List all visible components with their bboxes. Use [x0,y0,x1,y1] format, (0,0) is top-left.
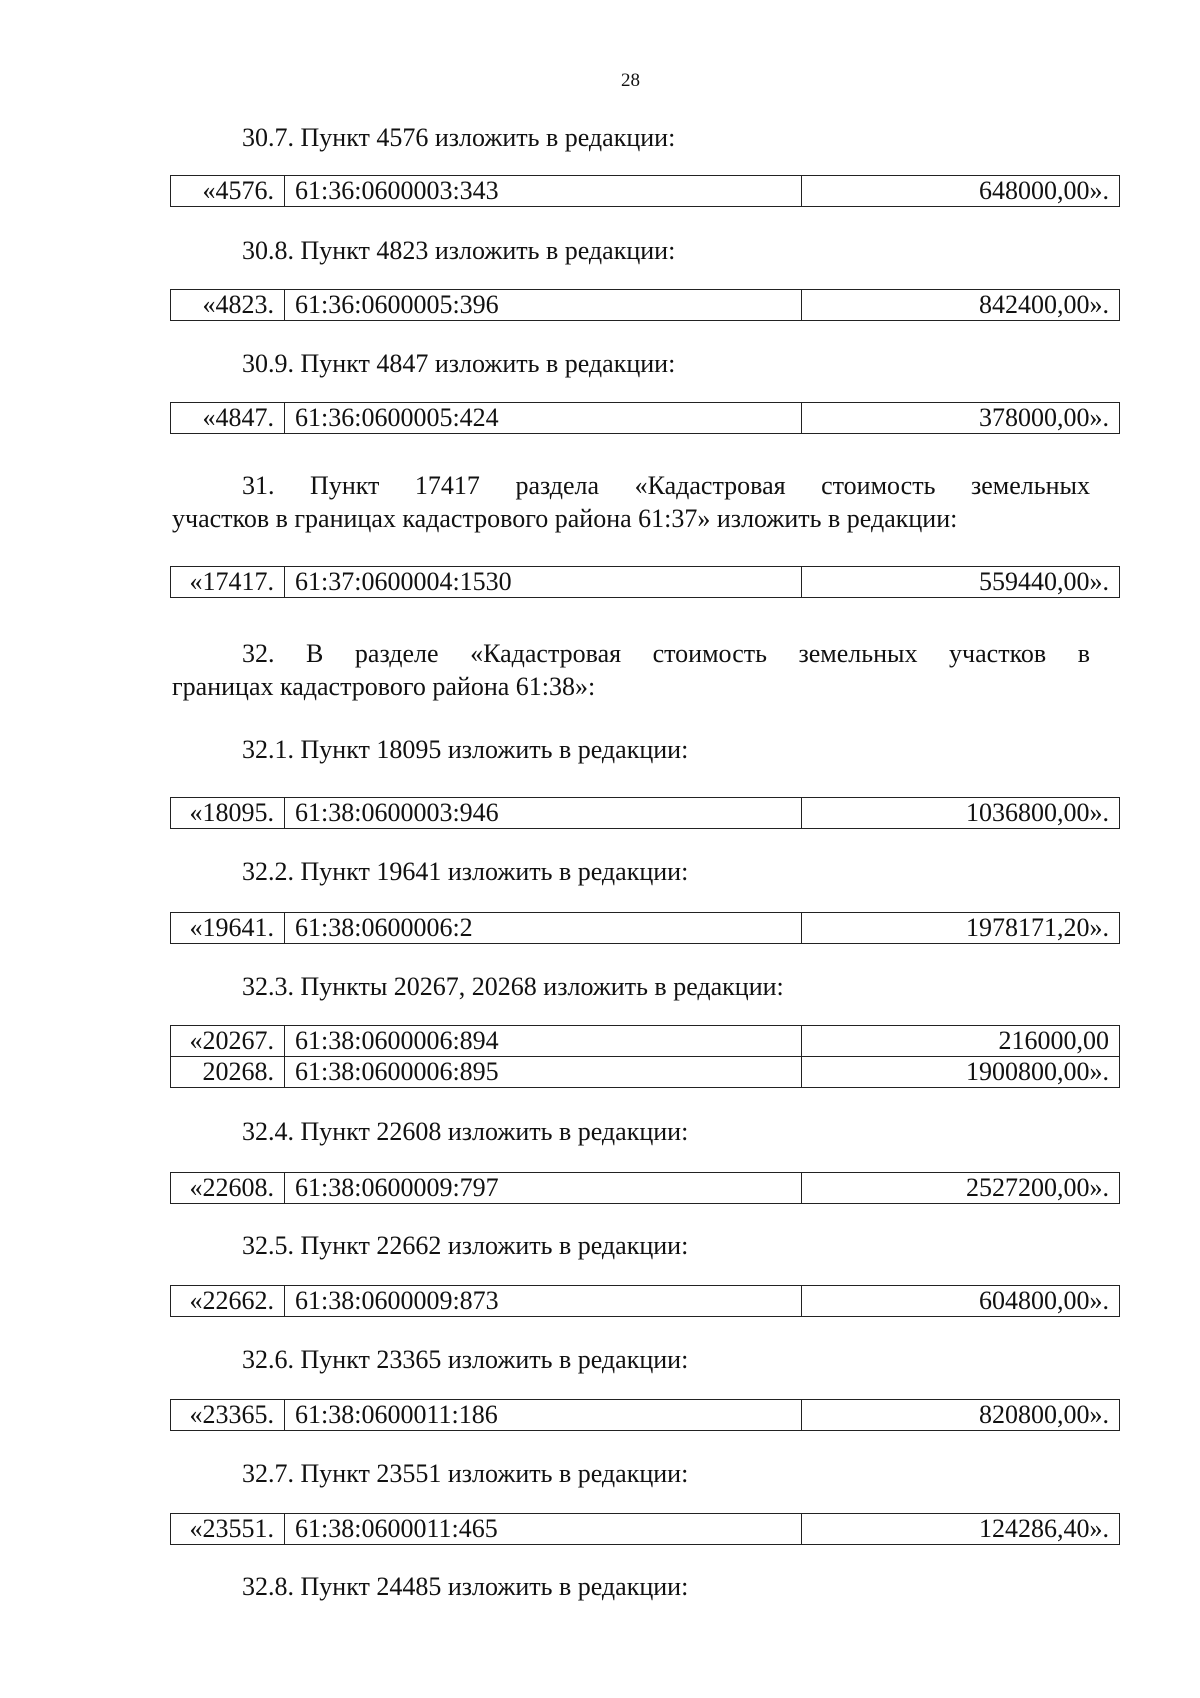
paragraph-30-8: 30.8. Пункт 4823 изложить в редакции: [242,236,676,265]
table-row [171,1514,1120,1545]
table-row [171,1286,1120,1317]
paragraph-32-3: 32.3. Пункты 20267, 20268 изложить в редакции: [242,972,784,1001]
cadastral-value: 820800,00». [802,1400,1120,1431]
paragraph-32-6: 32.6. Пункт 23365 изложить в редакции: [242,1345,689,1374]
cadastral-value: 604800,00». [802,1286,1120,1317]
item-number: «4847. [171,403,285,434]
paragraph-32-7: 32.7. Пункт 23551 изложить в редакции: [242,1459,689,1488]
item-number: «20267. [171,1026,285,1057]
table-22608 [170,1172,1120,1204]
table-22662 [170,1285,1120,1317]
table-row [171,913,1120,944]
table-row [171,290,1120,321]
table-row [171,1400,1120,1431]
item-number: «23551. [171,1514,285,1545]
table-row [171,1173,1120,1204]
table-row [171,176,1120,207]
paragraph-32-8: 32.8. Пункт 24485 изложить в редакции: [242,1572,689,1601]
item-number: «18095. [171,798,285,829]
cadastral-value: 1036800,00». [802,798,1120,829]
item-number: «17417. [171,567,285,598]
table-18095 [170,797,1120,829]
item-number: «22608. [171,1173,285,1204]
item-number: «23365. [171,1400,285,1431]
cadastral-value: 842400,00». [802,290,1120,321]
cadastral-value: 216000,00 [802,1026,1120,1057]
table-23551 [170,1513,1120,1545]
paragraph-30-9: 30.9. Пункт 4847 изложить в редакции: [242,349,676,378]
cadastral-number: 61:36:0600003:343 [285,176,802,207]
cadastral-number: 61:37:0600004:1530 [285,567,802,598]
paragraph-31-line-2: участков в границах кадастрового района 61:37» изложить в редакции: [172,504,958,533]
table-23365 [170,1399,1120,1431]
table-4847 [170,402,1120,434]
cadastral-value: 1978171,20». [802,913,1120,944]
page-number: 28 [621,70,640,91]
paragraph-32-1: 32.1. Пункт 18095 изложить в редакции: [242,735,689,764]
cadastral-number: 61:36:0600005:424 [285,403,802,434]
cadastral-number: 61:36:0600005:396 [285,290,802,321]
cadastral-number: 61:38:0600003:946 [285,798,802,829]
item-number: «4576. [171,176,285,207]
paragraph-32 [172,637,1090,703]
cadastral-number: 61:38:0600006:895 [285,1057,802,1088]
cadastral-value: 1900800,00». [802,1057,1120,1088]
cadastral-number: 61:38:0600006:894 [285,1026,802,1057]
table-row [171,798,1120,829]
item-number: «4823. [171,290,285,321]
cadastral-number: 61:38:0600011:186 [285,1400,802,1431]
table-17417 [170,566,1120,598]
cadastral-value: 2527200,00». [802,1173,1120,1204]
paragraph-31-line-1: 31. Пункт 17417 раздела «Кадастровая стоимость земельных [242,471,1090,500]
cadastral-number: 61:38:0600006:2 [285,913,802,944]
paragraph-32-2: 32.2. Пункт 19641 изложить в редакции: [242,857,689,886]
paragraph-32-4: 32.4. Пункт 22608 изложить в редакции: [242,1117,689,1146]
cadastral-value: 124286,40». [802,1514,1120,1545]
cadastral-number: 61:38:0600009:873 [285,1286,802,1317]
cadastral-value: 648000,00». [802,176,1120,207]
table-row [171,1057,1120,1088]
table-row [171,1026,1120,1057]
table-row [171,567,1120,598]
paragraph-31 [172,469,1090,535]
paragraph-32-line-2: границах кадастрового района 61:38»: [172,672,596,701]
cadastral-number: 61:38:0600009:797 [285,1173,802,1204]
table-4823 [170,289,1120,321]
cadastral-value: 559440,00». [802,567,1120,598]
item-number: «19641. [171,913,285,944]
paragraph-32-5: 32.5. Пункт 22662 изложить в редакции: [242,1231,689,1260]
table-4576 [170,175,1120,207]
table-20267-20268 [170,1025,1120,1088]
paragraph-32-line-1: 32. В разделе «Кадастровая стоимость земельных участков в [242,639,1090,668]
table-19641 [170,912,1120,944]
table-row [171,403,1120,434]
item-number: «22662. [171,1286,285,1317]
cadastral-value: 378000,00». [802,403,1120,434]
cadastral-number: 61:38:0600011:465 [285,1514,802,1545]
item-number: 20268. [171,1057,285,1088]
paragraph-30-7: 30.7. Пункт 4576 изложить в редакции: [242,123,676,152]
